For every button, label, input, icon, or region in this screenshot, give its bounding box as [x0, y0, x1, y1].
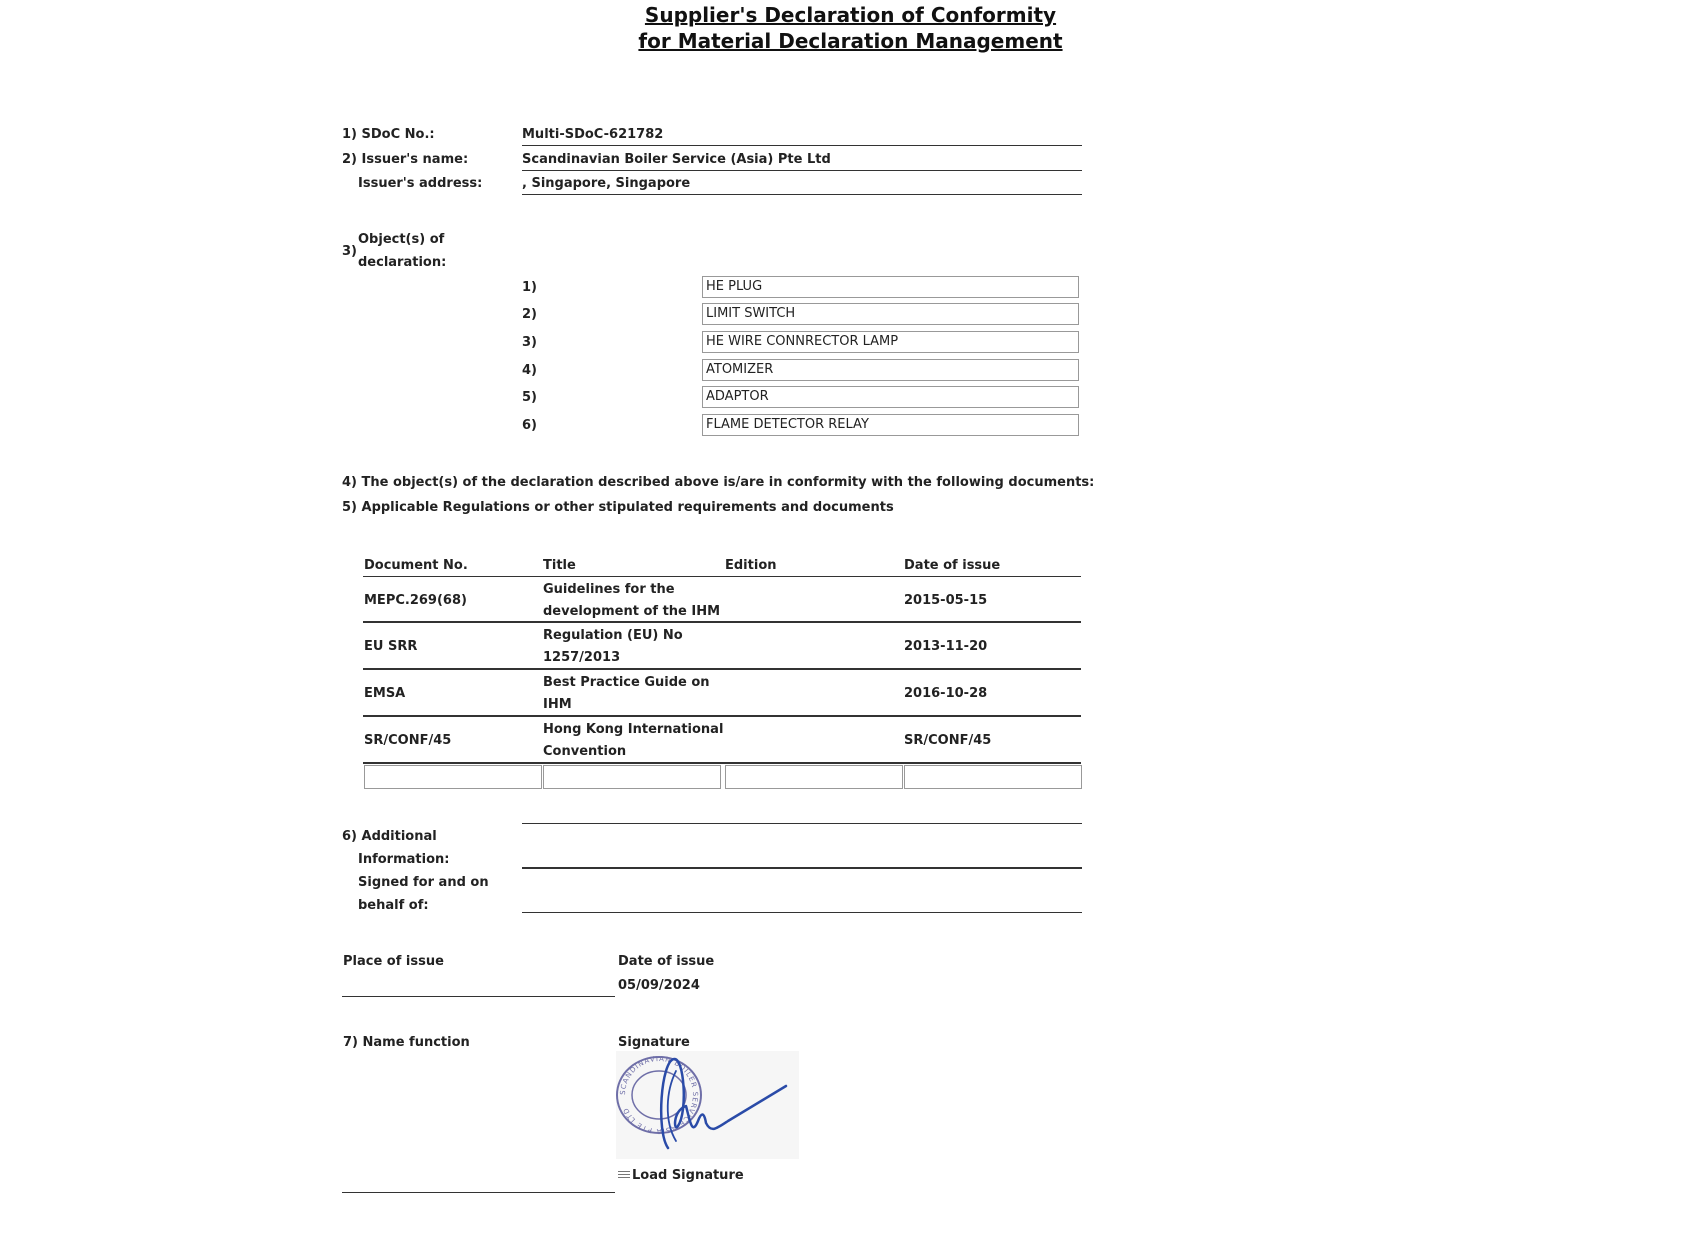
- place-of-issue-field[interactable]: [342, 996, 615, 997]
- issuer-address-label: Issuer's address:: [358, 176, 483, 191]
- object-number: 6): [522, 418, 537, 433]
- name-function-field[interactable]: [342, 1192, 615, 1193]
- issuer-name-value: Scandinavian Boiler Service (Asia) Pte Ltd: [522, 151, 1082, 171]
- sdoc-no-value: Multi-SDoC-621782: [522, 126, 1082, 146]
- col-header-date: Date of issue: [904, 558, 1001, 573]
- load-signature-button[interactable]: [618, 1167, 744, 1185]
- new-title-input[interactable]: [543, 765, 721, 789]
- cell-title: IHM: [543, 697, 572, 712]
- table-row-rule: [363, 668, 1081, 670]
- document-title-line2: for Material Declaration Management: [638, 29, 1063, 53]
- new-doc-no-input[interactable]: [364, 765, 542, 789]
- date-of-issue-label: Date of issue: [618, 954, 715, 969]
- objects-label-line2: declaration:: [358, 255, 447, 270]
- cell-date: SR/CONF/45: [904, 733, 992, 748]
- cell-doc-no: SR/CONF/45: [364, 733, 452, 748]
- col-header-edition: Edition: [725, 558, 777, 573]
- signature-stamp-icon: [616, 1051, 799, 1159]
- regulations-statement: 5) Applicable Regulations or other stipulated requirements and documents: [342, 500, 894, 515]
- cell-date: 2013-11-20: [904, 639, 988, 654]
- table-header-rule: [363, 576, 1081, 577]
- list-icon: [618, 1171, 630, 1180]
- col-header-document-no: Document No.: [364, 558, 468, 573]
- cell-doc-no: MEPC.269(68): [364, 593, 467, 608]
- cell-date: 2016-10-28: [904, 686, 988, 701]
- col-header-title: Title: [543, 558, 576, 573]
- object-field[interactable]: HE WIRE CONNRECTOR LAMP: [702, 331, 1079, 353]
- cell-title: Best Practice Guide on: [543, 675, 710, 690]
- cell-date: 2015-05-15: [904, 593, 988, 608]
- object-number: 4): [522, 363, 537, 378]
- cell-title: Regulation (EU) No: [543, 628, 683, 643]
- signed-for-field[interactable]: [522, 912, 1082, 913]
- cell-title: Guidelines for the: [543, 582, 675, 597]
- objects-label-number: 3): [342, 244, 357, 259]
- object-field[interactable]: LIMIT SWITCH: [702, 303, 1079, 325]
- additional-info-field[interactable]: [522, 867, 1082, 869]
- document-title-line1: Supplier's Declaration of Conformity: [644, 3, 1057, 27]
- object-number: 2): [522, 307, 537, 322]
- table-row-rule: [363, 762, 1081, 764]
- table-row-rule: [363, 715, 1081, 717]
- object-number: 3): [522, 335, 537, 350]
- issuer-address-value: , Singapore, Singapore: [522, 175, 1082, 195]
- sdoc-no-label: 1) SDoC No.:: [342, 127, 435, 142]
- place-of-issue-label: Place of issue: [343, 954, 444, 969]
- load-signature-label: Load Signature: [632, 1168, 744, 1183]
- signed-for-label-line1: Signed for and on: [358, 875, 489, 890]
- object-field[interactable]: FLAME DETECTOR RELAY: [702, 414, 1079, 436]
- issuer-name-label: 2) Issuer's name:: [342, 152, 469, 167]
- conformity-statement: 4) The object(s) of the declaration described above is/are in conformity with the following documents:: [342, 475, 1095, 490]
- object-field[interactable]: HE PLUG: [702, 276, 1079, 298]
- additional-info-rule-top: [522, 823, 1082, 824]
- new-date-input[interactable]: [904, 765, 1082, 789]
- name-function-label: 7) Name function: [343, 1035, 470, 1050]
- object-field[interactable]: ADAPTOR: [702, 386, 1079, 408]
- cell-title: Convention: [543, 744, 627, 759]
- cell-doc-no: EMSA: [364, 686, 406, 701]
- cell-title: Hong Kong International: [543, 722, 724, 737]
- table-row-rule: [363, 621, 1081, 623]
- additional-info-label-line2: Information:: [358, 852, 450, 867]
- signed-for-label-line2: behalf of:: [358, 898, 429, 913]
- cell-doc-no: EU SRR: [364, 639, 418, 654]
- cell-title: development of the IHM: [543, 604, 721, 619]
- date-of-issue-value: 05/09/2024: [618, 978, 700, 993]
- objects-label-line1: Object(s) of: [358, 232, 445, 247]
- new-edition-input[interactable]: [725, 765, 903, 789]
- object-number: 5): [522, 390, 537, 405]
- cell-title: 1257/2013: [543, 650, 621, 665]
- signature-image: [616, 1051, 799, 1159]
- signature-label: Signature: [618, 1035, 690, 1050]
- object-field[interactable]: ATOMIZER: [702, 359, 1079, 381]
- svg-text:SCANDINAVIAN BOILER SERVICE AS: SCANDINAVIAN BOILER SERVICE ASIA PTE LTD: [618, 1054, 700, 1136]
- object-number: 1): [522, 280, 537, 295]
- additional-info-label-line1: 6) Additional: [342, 829, 437, 844]
